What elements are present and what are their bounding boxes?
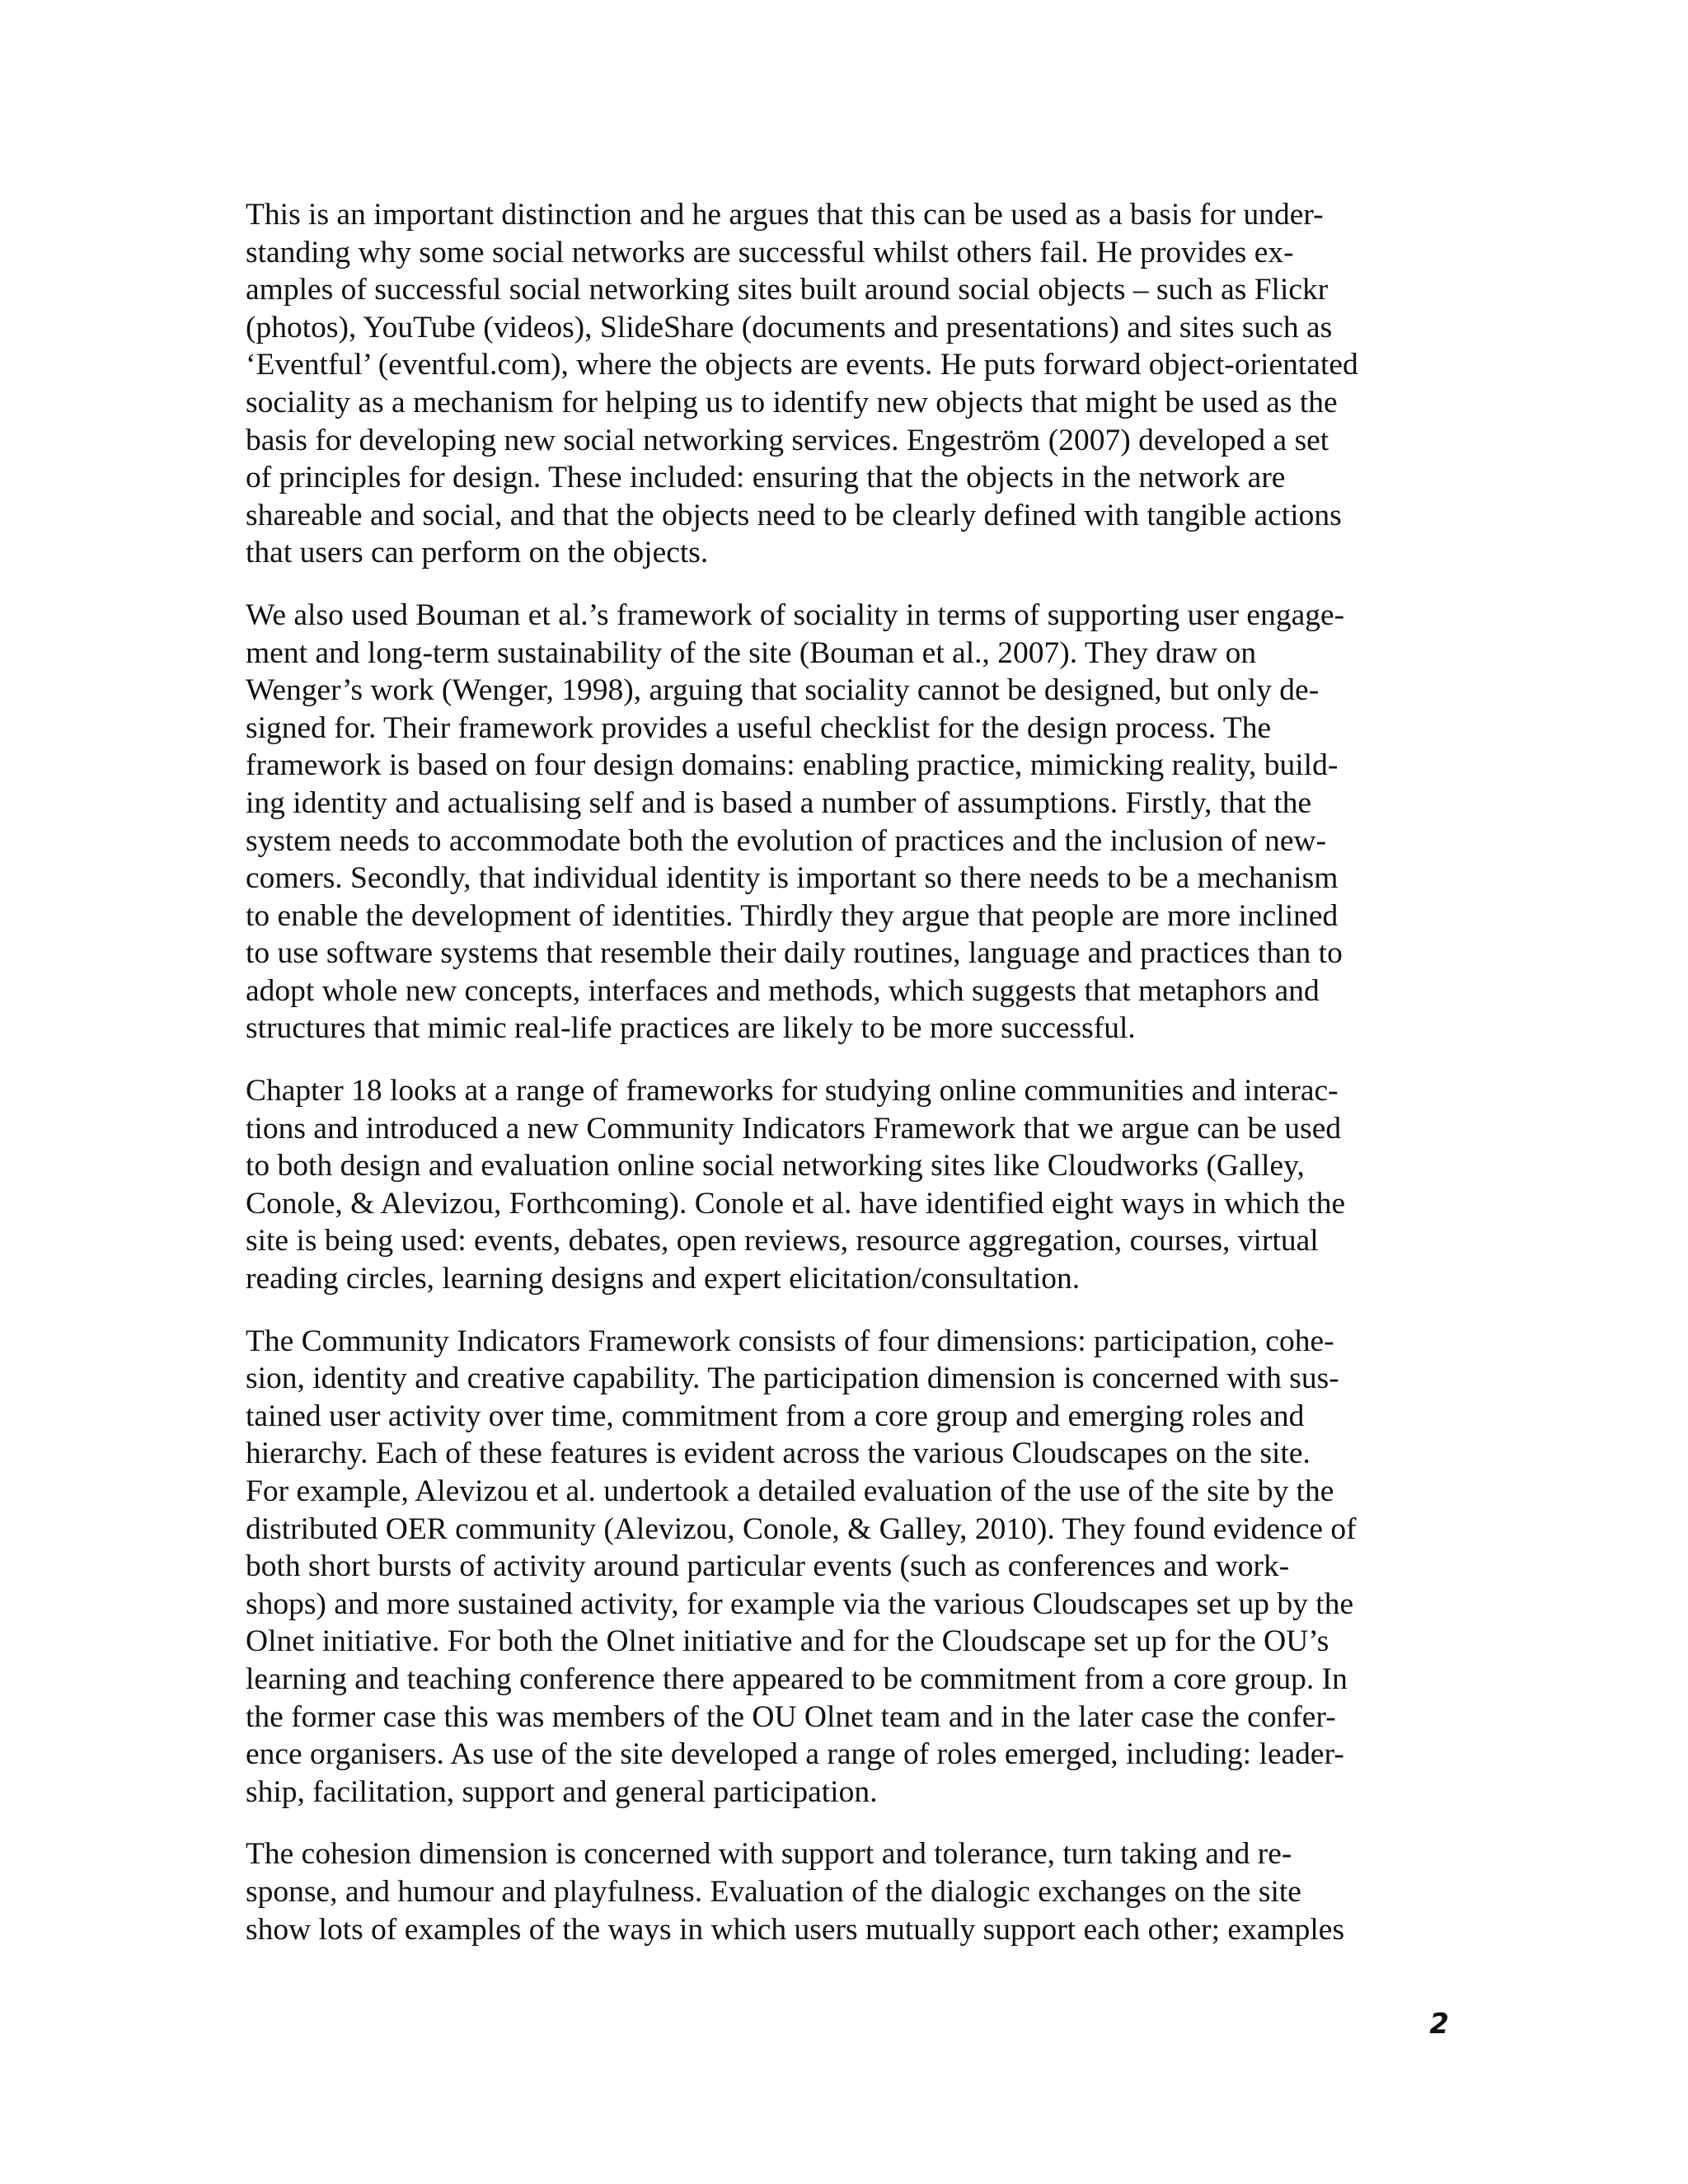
text-line: sion, identity and creative capability. The participation dimension is concerned with sus- (246, 1361, 1339, 1396)
paragraph (246, 1323, 1432, 1811)
text-line: sponse, and humour and playfulness. Evaluation of the dialogic exchanges on the site (246, 1874, 1301, 1909)
text-line: to both design and evaluation online social networking sites like Cloudworks (Galley, (246, 1149, 1305, 1183)
text-line: system needs to accommodate both the evolution of practices and the inclusion of new- (246, 823, 1327, 858)
text-line: ence organisers. As use of the site developed a range of roles emerged, including: leader- (246, 1737, 1344, 1772)
text-line: hierarchy. Each of these features is evident across the various Cloudscapes on the site. (246, 1436, 1311, 1471)
text-line: Wenger’s work (Wenger, 1998), arguing that sociality cannot be designed, but only de- (246, 673, 1320, 708)
text-line: both short bursts of activity around particular events (such as conferences and work- (246, 1549, 1290, 1584)
text-line: distributed OER community (Alevizou, Conole, & Galley, 2010). They found evidence of (246, 1511, 1357, 1546)
text-line: that users can perform on the objects. (246, 536, 709, 570)
text-line: to use software systems that resemble their daily routines, language and practices than to (246, 936, 1343, 971)
page-number: 2 (1429, 2008, 1449, 2041)
text-line: Chapter 18 looks at a range of frameworks for studying online communities and interac- (246, 1074, 1339, 1108)
text-line: tions and introduced a new Community Indicators Framework that we argue can be used (246, 1111, 1342, 1146)
text-line: We also used Bouman et al.’s framework of sociality in terms of supporting user engage- (246, 598, 1345, 632)
text-line: show lots of examples of the ways in which users mutually support each other; examples (246, 1912, 1345, 1947)
text-line: The Community Indicators Framework consists of four dimensions: participation, cohe- (246, 1324, 1334, 1358)
text-line: adopt whole new concepts, interfaces and methods, which suggests that metaphors and (246, 973, 1320, 1008)
text-line: structures that mimic real-life practices are likely to be more successful. (246, 1011, 1136, 1046)
text-line: to enable the development of identities. Thirdly they argue that people are more inclined (246, 898, 1339, 933)
text-line: For example, Alevizou et al. undertook a detailed evaluation of the use of the site by the (246, 1474, 1334, 1508)
text-line: Olnet initiative. For both the Olnet initiative and for the Cloudscape set up for the OU’s (246, 1624, 1329, 1659)
text-line: of principles for design. These included: ensuring that the objects in the network are (246, 461, 1286, 495)
paragraph (246, 196, 1432, 572)
text-line: reading circles, learning designs and expert elicitation/consultation. (246, 1262, 1081, 1296)
text-line: ‘Eventful’ (eventful.com), where the objects are events. He puts forward object-orientated (246, 348, 1358, 382)
text-line: ing identity and actualising self and is based a number of assumptions. Firstly, that the (246, 785, 1312, 820)
text-line: (photos), YouTube (videos), SlideShare (documents and presentations) and sites such as (246, 310, 1333, 344)
text-line: shareable and social, and that the objects need to be clearly defined with tangible actions (246, 498, 1342, 532)
text-line: Conole, & Alevizou, Forthcoming). Conole et al. have identified eight ways in which the (246, 1186, 1346, 1221)
text-line: shops) and more sustained activity, for example via the various Cloudscapes set up by the (246, 1586, 1354, 1621)
text-line: This is an important distinction and he argues that this can be used as a basis for under- (246, 198, 1324, 232)
text-line: ment and long-term sustainability of the site (Bouman et al., 2007). They draw on (246, 635, 1257, 670)
paragraph (246, 1835, 1432, 1948)
text-line: comers. Secondly, that individual identity is important so there needs to be a mechanism (246, 861, 1339, 896)
text-line: sociality as a mechanism for helping us to identify new objects that might be used as the (246, 385, 1338, 419)
text-line: amples of successful social networking sites built around social objects – such as Flickr (246, 273, 1329, 307)
text-line: ship, facilitation, support and general participation. (246, 1774, 878, 1809)
paragraph (246, 597, 1432, 1047)
paragraph (246, 1072, 1432, 1298)
text-line: tained user activity over time, commitment from a core group and emerging roles and (246, 1399, 1305, 1433)
text-line: basis for developing new social networking services. Engeström (2007) developed a set (246, 423, 1329, 457)
body-text (246, 196, 1432, 1973)
text-line: signed for. Their framework provides a useful checklist for the design process. The (246, 710, 1272, 745)
text-line: The cohesion dimension is concerned with support and tolerance, turn taking and re- (246, 1837, 1292, 1872)
text-line: standing why some social networks are successful whilst others fail. He provides ex- (246, 235, 1294, 269)
text-line: the former case this was members of the OU Olnet team and in the later case the confer- (246, 1699, 1336, 1734)
text-line: site is being used: events, debates, open reviews, resource aggregation, courses, virtual (246, 1224, 1319, 1258)
text-line: framework is based on four design domains: enabling practice, mimicking reality, build- (246, 748, 1339, 783)
text-line: learning and teaching conference there appeared to be commitment from a core group. In (246, 1661, 1348, 1696)
